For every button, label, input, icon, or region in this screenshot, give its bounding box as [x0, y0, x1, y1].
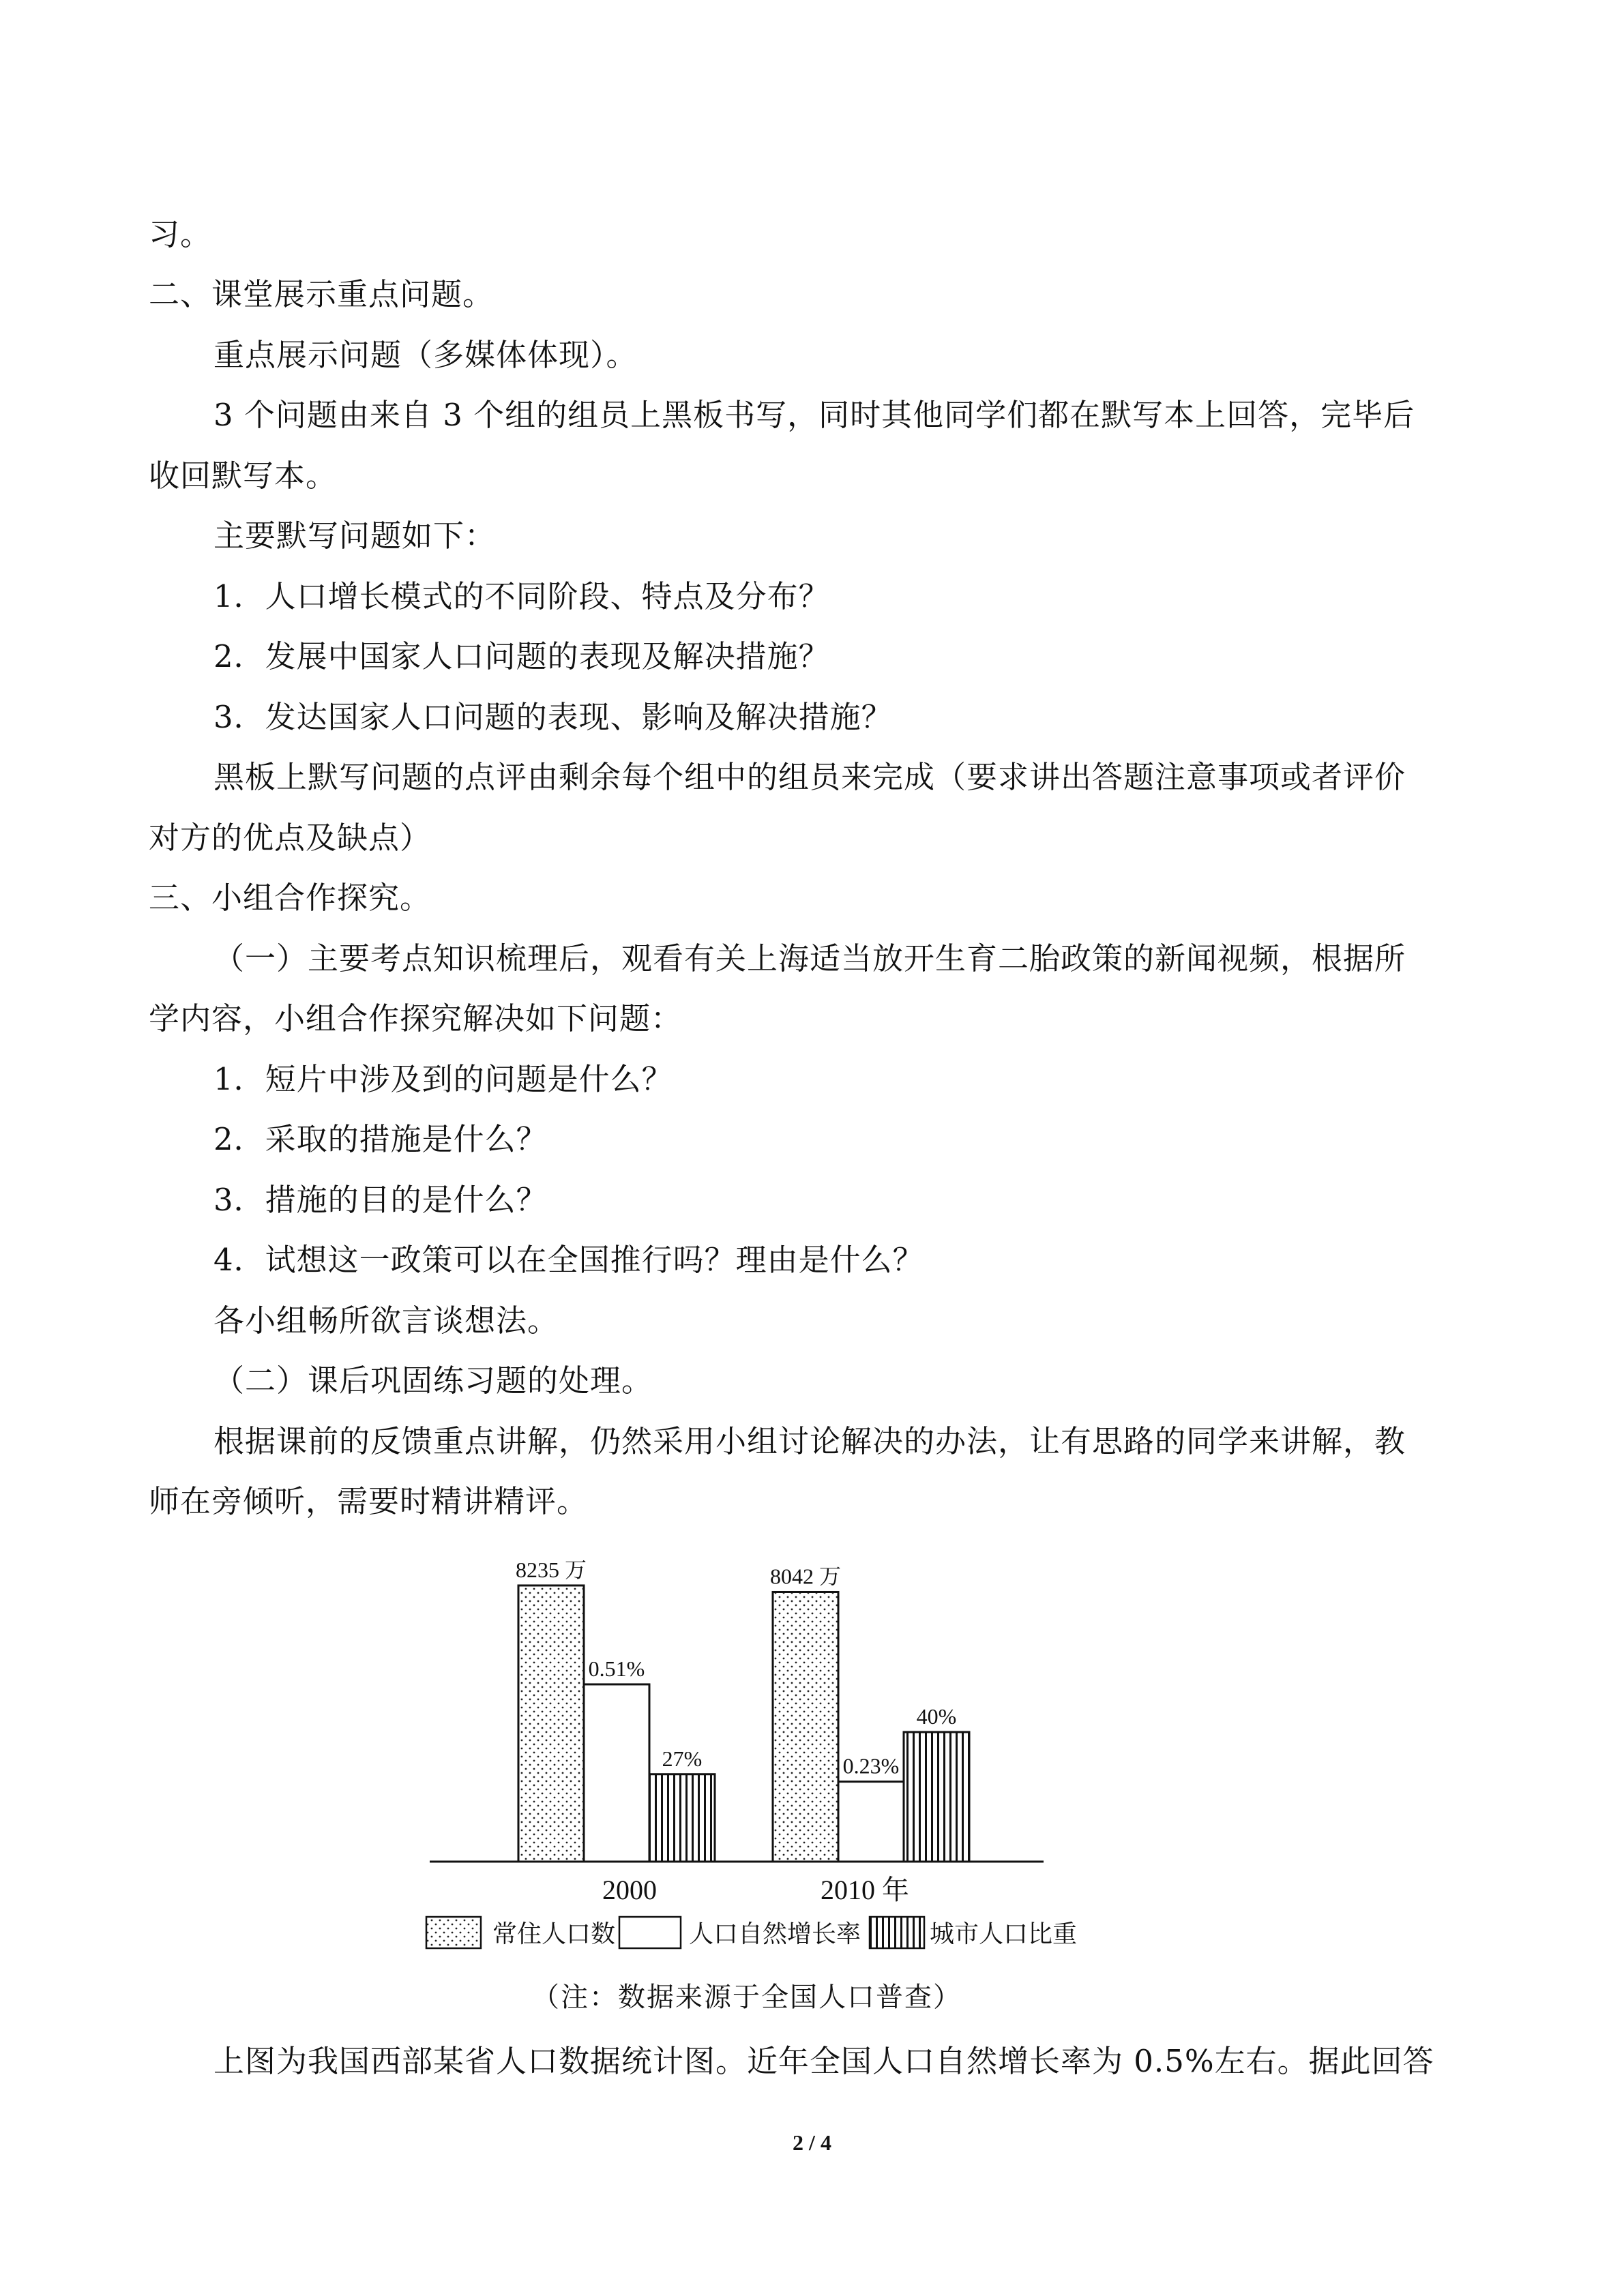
list-item: 2．发展中国家人口问题的表现及解决措施？: [213, 638, 830, 674]
list-item: 4．试想这一政策可以在全国推行吗？理由是什么？: [213, 1242, 924, 1278]
legend-label-urban-population-share: 城市人口比重: [930, 1920, 1078, 1948]
chart-source-note: （注：数据来源于全国人口普查）: [532, 1982, 962, 2013]
text-line: （一）主要考点知识梳理后，观看有关上海适当放开生育二胎政策的新闻视频，根据所: [213, 940, 1406, 976]
text-line: （二）课后巩固练习题的处理。: [213, 1362, 653, 1399]
page-number: 2 / 4: [793, 2130, 831, 2155]
bar-urban-population-share-1: [904, 1732, 969, 1862]
text-line: 师在旁倾听，需要时精讲精评。: [149, 1483, 589, 1519]
category-label-2010: 2010 年: [821, 1875, 909, 1905]
text-line: 各小组畅所欲言谈想法。: [213, 1302, 559, 1339]
text-line: 上图为我国西部某省人口数据统计图。近年全国人口自然增长率为 0.5%左右。据此回答: [213, 2043, 1434, 2079]
text-line: 3 个问题由来自 3 个组的组员上黑板书写，同时其他同学们都在默写本上回答，完毕后: [213, 397, 1415, 433]
text-line: 学内容，小组合作探究解决如下问题：: [149, 1000, 683, 1037]
text-line: 收回默写本。: [149, 458, 338, 494]
category-label-2000: 2000: [602, 1875, 657, 1905]
legend-swatch-urban-population-share: [870, 1917, 924, 1948]
section-heading: 二、课堂展示重点问题。: [149, 276, 494, 312]
text-line: 黑板上默写问题的点评由剩余每个组中的组员来完成（要求讲出答题注意事项或者评价: [213, 759, 1406, 795]
data-label-urban-population-share-1: 40%: [916, 1704, 957, 1729]
legend-swatch-resident-population: [426, 1917, 481, 1948]
text-line: 主要默写问题如下：: [213, 518, 497, 554]
legend-swatch-natural-growth-rate: [619, 1917, 681, 1948]
legend: [426, 1917, 1077, 1948]
data-label-urban-population-share-0: 27%: [662, 1746, 703, 1771]
data-label-natural-growth-rate-0: 0.51%: [588, 1656, 645, 1681]
list-item: 1．人口增长模式的不同阶段、特点及分布？: [213, 578, 830, 614]
text-line: 习。: [149, 216, 212, 252]
text-line: 根据课前的反馈重点讲解，仍然采用小组讨论解决的办法，让有思路的同学来讲解，教: [213, 1423, 1406, 1459]
bar-natural-growth-rate-1: [838, 1782, 904, 1862]
list-item: 3．措施的目的是什么？: [213, 1182, 548, 1218]
bar-urban-population-share-0: [649, 1774, 715, 1862]
bar-natural-growth-rate-0: [584, 1684, 649, 1862]
legend-label-resident-population: 常住人口数: [492, 1920, 616, 1948]
bar-resident-population-0: [518, 1585, 584, 1862]
list-item: 2．采取的措施是什么？: [213, 1121, 548, 1157]
data-label-resident-population-0: 8235 万: [515, 1557, 587, 1582]
list-item: 1．短片中涉及到的问题是什么？: [213, 1061, 673, 1097]
population-bar-chart: [409, 1538, 1091, 1974]
data-label-natural-growth-rate-1: 0.23%: [842, 1753, 900, 1778]
data-label-resident-population-1: 8042 万: [769, 1564, 842, 1589]
text-line: 对方的优点及缺点）: [149, 820, 432, 856]
text-line: 重点展示问题（多媒体体现）。: [213, 337, 638, 373]
bar-resident-population-1: [773, 1592, 838, 1862]
section-heading: 三、小组合作探究。: [149, 880, 432, 916]
list-item: 3．发达国家人口问题的表现、影响及解决措施？: [213, 699, 893, 735]
legend-label-natural-growth-rate: 人口自然增长率: [689, 1920, 861, 1948]
